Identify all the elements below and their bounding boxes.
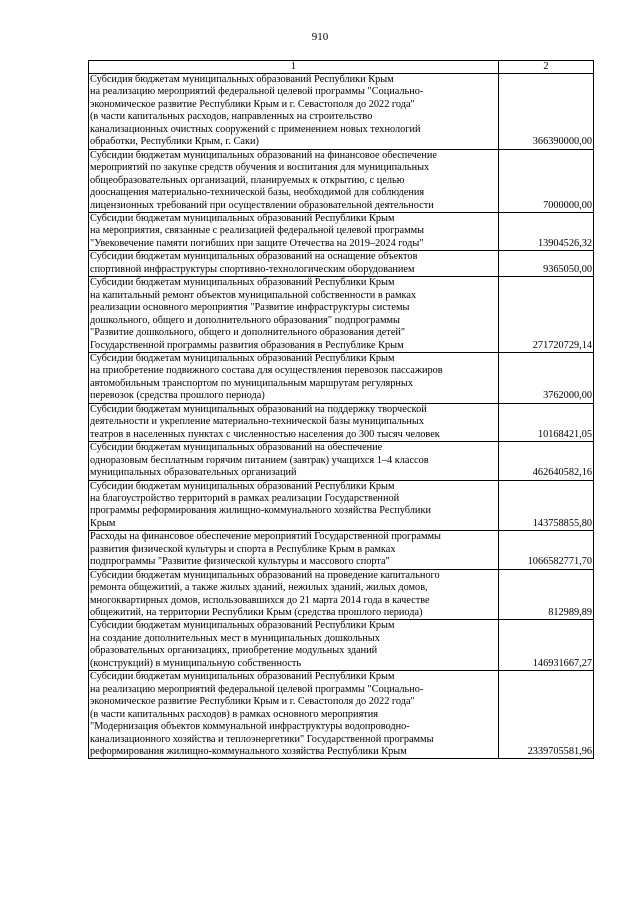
description-line: ремонта общежитий, а также жилых зданий, нежилых зданий, жилых домов, [90,582,428,594]
table-row [89,149,594,212]
row-description [89,352,499,403]
description-line: на создание дополнительных мест в муниципальных дошкольных [90,632,380,644]
row-description [89,403,499,441]
description-line: на благоустройство территорий в рамках реализации Государственной [90,492,400,504]
row-description [89,531,499,569]
description-line: реформирования жилищно-коммунального хозяйства Республики Крым [90,746,407,758]
table-row [89,403,594,441]
table-row [89,277,594,353]
table-row [89,480,594,531]
description-line: Субсидии бюджетам муниципальных образований Республики Крым [90,277,395,289]
row-amount: 366390000,00 [499,74,594,150]
row-description [89,277,499,353]
row-amount: 1066582771,70 [499,531,594,569]
row-amount: 146931667,27 [499,620,594,671]
row-amount: 3762000,00 [499,352,594,403]
description-line: Субсидии бюджетам муниципальных образований на оснащение объектов [90,251,418,263]
row-amount: 143758855,80 [499,480,594,531]
description-line: на капитальный ремонт объектов муниципальной собственности в рамках [90,289,417,301]
description-line: образовательных организациях, приобретение модульных зданий [90,645,378,657]
description-line: общежитий, на территории Республики Крым (средства прошлого периода) [90,607,423,619]
description-line: (в части капитальных расходов, направленных на строительство [90,111,373,123]
table-body [89,74,594,759]
description-line: спортивной инфраструктуры спортивно-технологическим оборудованием [90,263,415,275]
column-header-1: 1 [89,61,499,74]
description-line: Субсидии бюджетам муниципальных образований на поддержку творческой [90,403,427,415]
table-header-row [89,61,594,74]
description-line: Субсидии бюджетам муниципальных образований Республики Крым [90,352,395,364]
description-line: деятельности и укрепление материально-технической базы муниципальных [90,416,424,428]
description-line: муниципальных образовательных организаций [90,467,297,479]
row-description [89,442,499,480]
description-line: "Увековечение памяти погибших при защите Отечества на 2019–2024 годы" [90,237,424,249]
description-line: театров в населенных пунктах с численностью населения до 300 тысяч человек [90,428,440,440]
description-line: "Модернизация объектов коммунальной инфраструктуры водопроводно- [90,721,410,733]
description-line: реализации основного мероприятия "Развитие инфраструктуры системы [90,302,410,314]
description-line: Субсидии бюджетам муниципальных образований на проведение капитального [90,569,440,581]
description-line: обработки, Республики Крым, г. Саки) [90,136,259,148]
row-amount: 9365050,00 [499,251,594,277]
table-row [89,569,594,620]
table-row [89,212,594,250]
description-line: одноразовым бесплатным горячим питанием (завтрак) учащихся 1–4 классов [90,454,429,466]
description-line: Субсидии бюджетам муниципальных образований на обеспечение [90,442,383,454]
row-amount: 2339705581,96 [499,671,594,759]
description-line: общеобразовательных организаций, планируемых к открытию, с целью [90,174,405,186]
description-line: мероприятий по закупке средств обучения и воспитания для муниципальных [90,162,430,174]
description-line: лицензионных требований при осуществлении образовательной деятельности [90,199,434,211]
row-description [89,212,499,250]
description-line: перевозок (средства прошлого периода) [90,390,265,402]
table-row [89,251,594,277]
description-line: канализационных очистных сооружений с применением новых технологий [90,123,421,135]
description-line: Субсидии бюджетам муниципальных образований на финансовое обеспечение [90,149,437,161]
description-line: программы реформирования жилищно-коммунального хозяйства Республики [90,505,431,517]
row-description [89,480,499,531]
description-line: "Развитие дошкольного, общего и дополнительного образования детей" [90,327,406,339]
description-line: на мероприятия, связанные с реализацией федеральной целевой программы [90,225,425,237]
table-row [89,620,594,671]
row-amount: 271720729,14 [499,277,594,353]
page-number: 910 [311,31,329,43]
row-description [89,569,499,620]
row-amount: 462640582,16 [499,442,594,480]
description-line: автомобильным транспортом по муниципальным маршрутам регулярных [90,377,414,389]
description-line: (конструкций) в муниципальную собственность [90,657,302,669]
description-line: развития физической культуры и спорта в Республике Крым в рамках [90,543,396,555]
row-amount: 812989,89 [499,569,594,620]
row-description [89,74,499,150]
row-description [89,671,499,759]
table-row [89,442,594,480]
description-line: экономическое развитие Республики Крым и г. Севастополя до 2022 года" [90,696,415,708]
table-row [89,671,594,759]
budget-subsidies-table [88,60,594,759]
description-line: на реализацию мероприятий федеральной целевой программы "Социально- [90,86,424,98]
row-description [89,149,499,212]
description-line: (в части капитальных расходов) в рамках основного мероприятия [90,708,379,720]
table-row [89,74,594,150]
description-line: многоквартирных домов, использовавшихся до 21 марта 2014 года в качестве [90,594,430,606]
description-line: Государственной программы развития образования в Республике Крым [90,339,404,351]
table-row [89,531,594,569]
description-line: дооснащения материально-технической базы, необходимой для соблюдения [90,187,425,199]
description-line: дошкольного, общего и дополнительного образования" подпрограммы [90,314,400,326]
description-line: Субсидии бюджетам муниципальных образований Республики Крым [90,671,395,683]
description-line: Расходы на финансовое обеспечение мероприятий Государственной программы [90,531,441,543]
description-line: канализационного хозяйства и теплоэнергетики" Государственной программы [90,733,434,745]
description-line: подпрограммы "Развитие физической культуры и массового спорта" [90,556,390,568]
table-row [89,352,594,403]
description-line: на реализацию мероприятий федеральной целевой программы "Социально- [90,683,424,695]
description-line: Субсидии бюджетам муниципальных образований Республики Крым [90,480,395,492]
description-line: экономическое развитие Республики Крым и г. Севастополя до 2022 года" [90,98,415,110]
row-amount: 7000000,00 [499,149,594,212]
row-amount: 10168421,05 [499,403,594,441]
description-line: Субсидии бюджетам муниципальных образований Республики Крым [90,212,395,224]
row-amount: 13904526,32 [499,212,594,250]
description-line: Субсидия бюджетам муниципальных образований Республики Крым [90,74,394,85]
description-line: на приобретение подвижного состава для осуществления перевозок пассажиров [90,365,443,377]
row-description [89,620,499,671]
row-description [89,251,499,277]
description-line: Крым [90,517,116,529]
description-line: Субсидии бюджетам муниципальных образований Республики Крым [90,620,395,632]
column-header-2: 2 [499,61,594,74]
